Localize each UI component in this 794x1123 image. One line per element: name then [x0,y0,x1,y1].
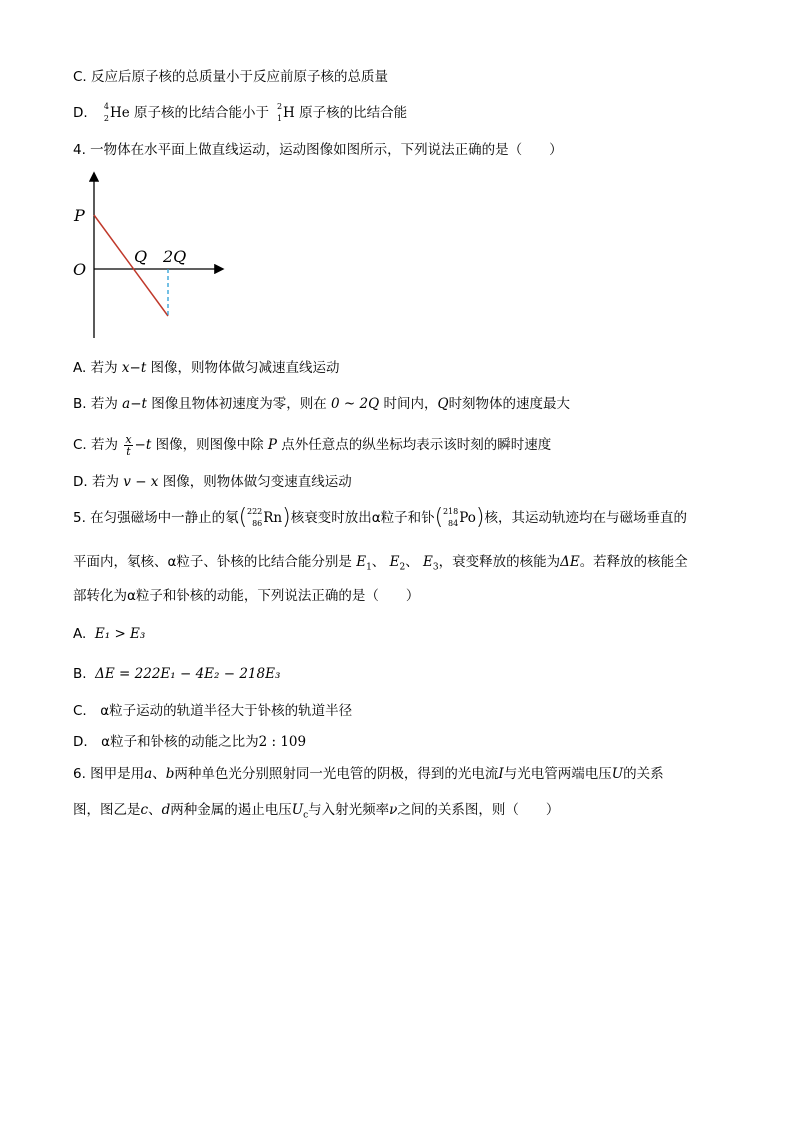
motion-graph [68,170,228,345]
he-isotope: 4 2 [103,102,109,123]
q4-option-b: B. 若为 a−t 图像且物体初速度为零，则在 0 ~ 2Q 时间内，Q时刻物体的速度最大 [73,396,571,412]
label-2q: 2Q [163,247,187,266]
q5-stem-line1: 5. 在匀强磁场中一静止的氡( 222 86 Rn)核衰变时放出α粒子和钋( 218 84 Po)核，其运动轨迹均在与磁场垂直的 [73,505,687,530]
var-at: a−t [122,396,147,412]
option-label: D. [73,105,88,121]
q5-option-c: C. α粒子运动的轨道半径大于钋核的轨道半径 [73,703,353,719]
q6-stem-line1: 6. 图甲是用a、b两种单色光分别照射同一光电管的阴极，得到的光电流I与光电管两端电压U的关系 [73,766,664,782]
text: 原子核的比结合能 [299,105,408,121]
q4-option-a: A. 若为 x−t 图像，则物体做匀减速直线运动 [73,360,340,376]
q4-stem: 4. 一物体在水平面上做直线运动，运动图像如图所示，下列说法正确的是（ ） [73,142,563,158]
label-o: O [73,260,87,279]
h-symbol: H [283,105,295,121]
q3-option-d [73,103,407,123]
he-symbol: He [109,105,130,121]
q6-stem-line2: 图，图乙是c、d两种金属的遏止电压$U_c$与入射光频率ν之间的关系图，则（ ） [73,802,560,821]
q3-option-c: C. 反应后原子核的总质量小于反应前原子核的总质量 [73,69,389,85]
po-isotope: 218 84 [442,507,459,528]
label-p: P [74,206,85,225]
graph-line [94,215,168,316]
label-q: Q [134,247,148,266]
q4-option-d: D. 若为 v − x 图像，则物体做匀变速直线运动 [73,474,352,490]
q5-option-b: B. ΔE = 222E₁ − 4E₂ − 218E₃ [73,666,281,682]
var-xt: x−t [121,360,147,376]
h-isotope: 2 1 [276,102,283,123]
q4-option-c: C. 若为 $\frac{x}{t}$ −t 图像，则图像中除 P 点外任意点的纵坐标均表示该时刻的瞬时速度 [73,432,552,458]
q5-stem-line3: 部转化为α粒子和钋核的动能，下列说法正确的是（ ） [73,588,420,604]
q5-stem-line2: 平面内，氡核、α粒子、钋核的比结合能分别是 $E_1$、 $E_2$、 $E_3$，衰变释放的核能为ΔE。若释放的核能全 [73,554,688,573]
text: 原子核的比结合能小于 [134,105,270,121]
var-vx: v − x [123,474,159,490]
fraction-x-over-t: $\frac{x}{t}$ [125,432,132,458]
q5-option-a: A. E₁ > E₃ [73,626,146,642]
time-range: 0 ~ 2Q [331,396,380,412]
po-symbol: Po [459,510,476,526]
rn-symbol: Rn [263,510,283,526]
rn-isotope: 222 86 [246,507,263,528]
q5-option-d: D. α粒子和钋核的动能之比为2 : 109 [73,734,307,750]
